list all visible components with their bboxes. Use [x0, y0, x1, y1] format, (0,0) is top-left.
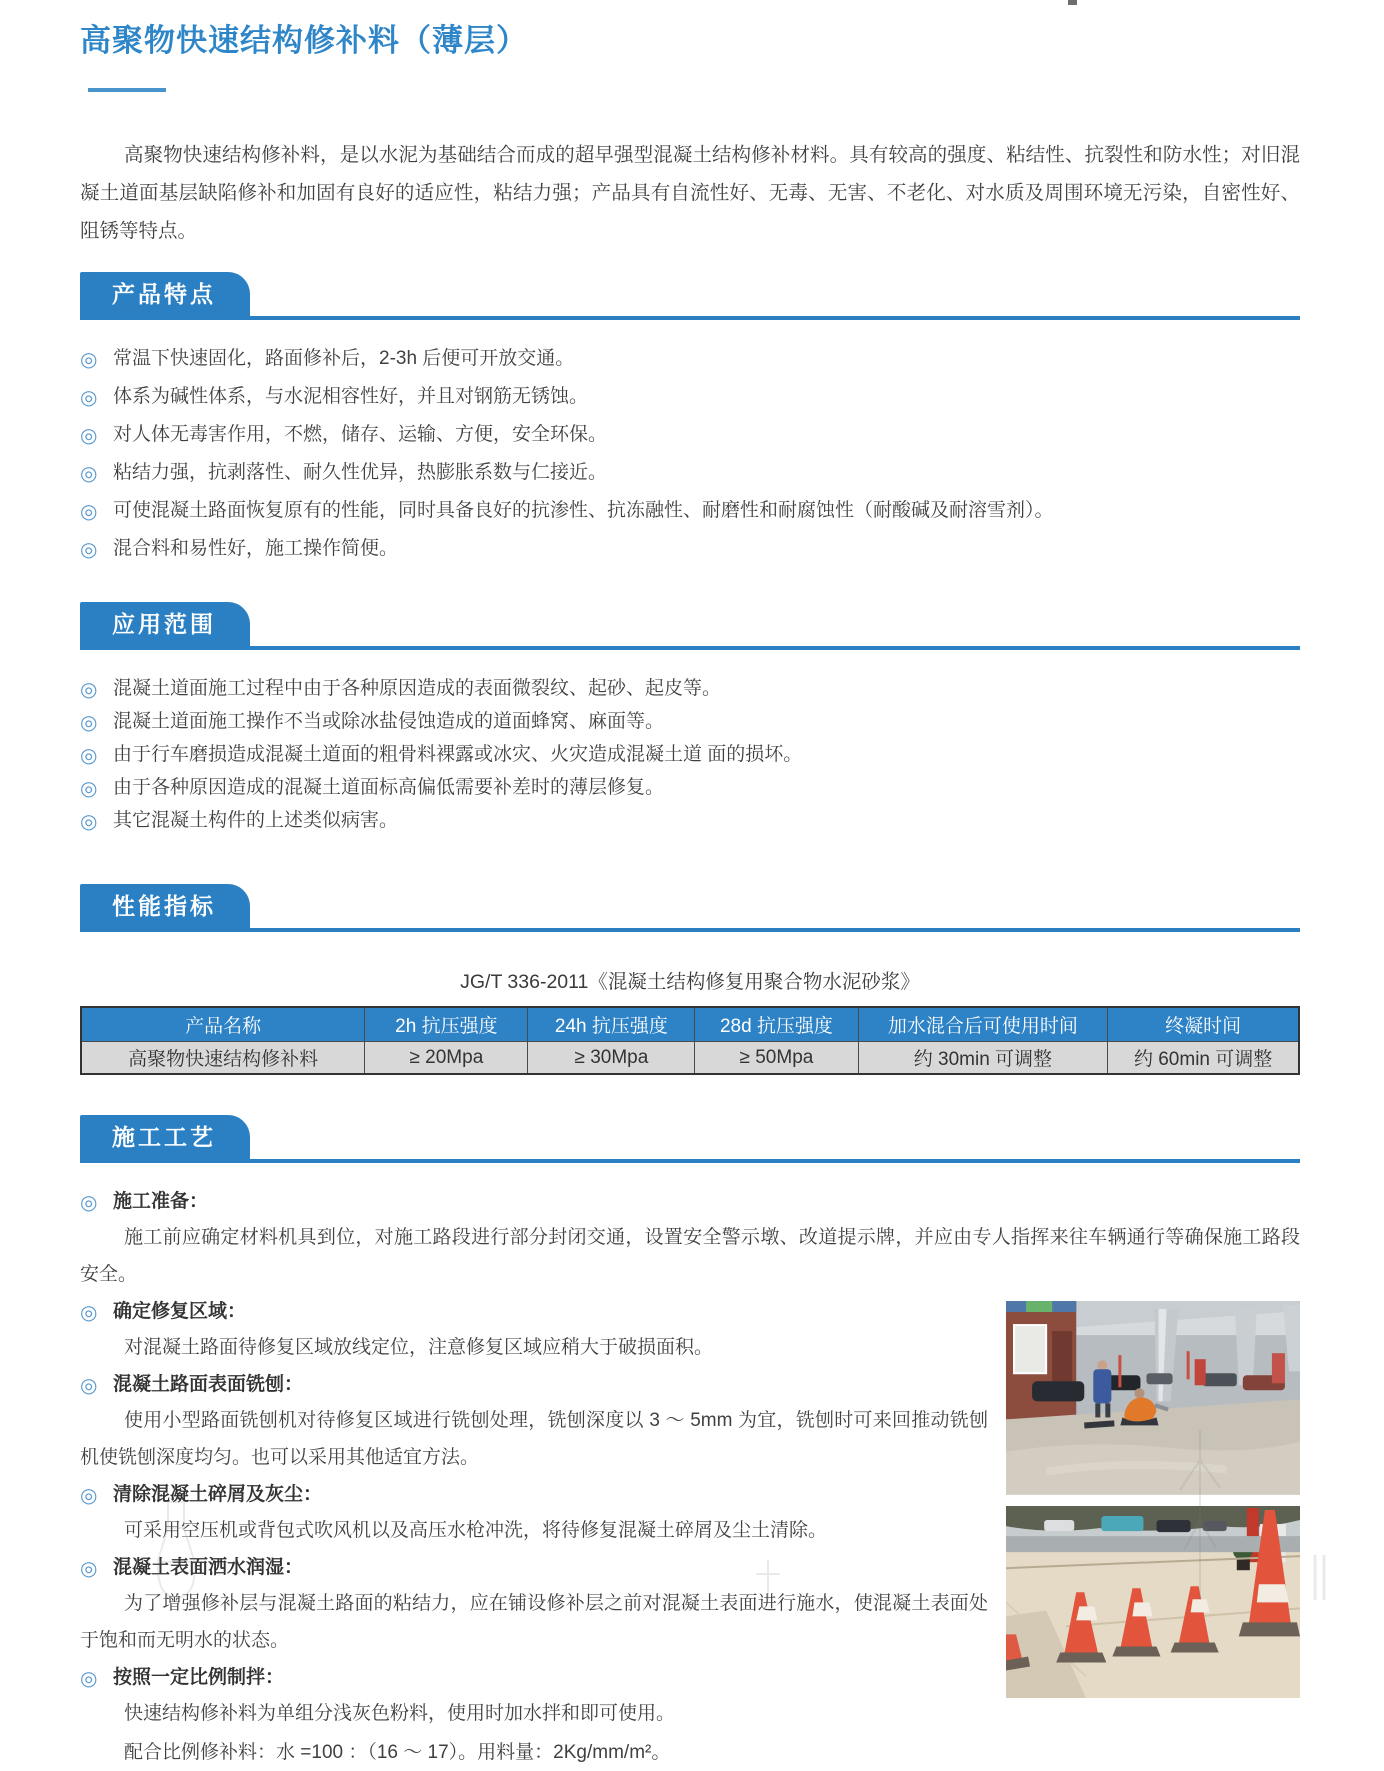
applications-list [80, 676, 1300, 834]
table-cell: 约 60min 可调整 [1108, 1042, 1299, 1075]
process-step-label: ◎ 混凝土表面洒水润湿： [80, 1553, 1300, 1583]
col-header: 24h 抗压强度 [528, 1007, 695, 1042]
ring-bullet-icon: ◎ [80, 1375, 98, 1397]
process-step-text: 为了增强修补层与混凝土路面的粘结力，应在铺设修补层之前对混凝土表面进行施水，使混凝土表面处于饱和而无明水的状态。 [80, 1593, 988, 1651]
process-step-text: 配合比例修补料：水 =100 ：（16 ～ 17）。用料量：2Kg/mm/m²。 [124, 1742, 671, 1763]
process-step-text: 可采用空压机或背包式吹风机以及高压水枪冲洗，将待修复混凝土碎屑及尘土清除。 [124, 1520, 828, 1541]
table-row [81, 1042, 1299, 1075]
ring-bullet-icon: ◎ [80, 463, 98, 485]
features-list [80, 346, 1300, 562]
section-header-performance [80, 884, 1300, 932]
list-item: ◎ 由于行车磨损造成混凝土道面的粗骨料裸露或冰灾、火灾造成混凝土道 面的损坏。 [80, 744, 803, 767]
ring-bullet-icon: ◎ [80, 349, 98, 371]
table-header-row [81, 1007, 1299, 1042]
list-item: ◎ 由于各种原因造成的混凝土道面标高偏低需要补差时的薄层修复。 [80, 777, 665, 800]
table-cell: 约 30min 可调整 [858, 1042, 1108, 1075]
section-badge-process: 施工工艺 [80, 1115, 250, 1159]
list-item: ◎ 常温下快速固化，路面修补后，2-3h 后便可开放交通。 [80, 348, 575, 371]
section-header-process [80, 1115, 1300, 1163]
ring-bullet-icon: ◎ [80, 778, 98, 800]
ring-bullet-icon: ◎ [80, 539, 98, 561]
section-header-applications [80, 602, 1300, 650]
ring-bullet-icon: ◎ [80, 387, 98, 409]
section-badge-performance: 性能指标 [80, 884, 250, 928]
process-section [80, 1187, 1300, 1771]
title-underline-dash [88, 88, 166, 92]
process-step-text: 对混凝土路面待修复区域放线定位，注意修复区域应稍大于破损面积。 [124, 1337, 714, 1358]
ring-bullet-icon: ◎ [80, 712, 98, 734]
section-badge-features: 产品特点 [80, 272, 250, 316]
list-item: ◎ 混合料和易性好，施工操作简便。 [80, 538, 399, 561]
list-item: ◎ 粘结力强，抗剥落性、耐久性优异，热膨胀系数与仁接近。 [80, 462, 608, 485]
product-intro-paragraph: 高聚物快速结构修补料，是以水泥为基础结合而成的超早强型混凝土结构修补材料。具有较高的强度、粘结性、抗裂性和防水性；对旧混凝土道面基层缺陷修补和加固有良好的适应性，粘结力强；产品具有自流性好、无毒、无害、不老化、对水质及周围环境无污染，自密性好、阻锈等特点。 [80, 144, 1300, 242]
section-header-features [80, 272, 1300, 320]
table-cell: 高聚物快速结构修补料 [81, 1042, 365, 1075]
process-step-text: 快速结构修补料为单组分浅灰色粉料，使用时加水拌和即可使用。 [124, 1703, 676, 1724]
process-step-text: 使用小型路面铣刨机对待修复区域进行铣刨处理，铣刨深度以 3 ～ 5mm 为宜，铣刨时可来回推动铣刨机使铣刨深度均匀。也可以采用其他适宜方法。 [80, 1410, 988, 1468]
ring-bullet-icon: ◎ [80, 745, 98, 767]
process-step-label: ◎ 清除混凝土碎屑及灰尘： [80, 1480, 1300, 1510]
product-datasheet-page [80, 0, 1300, 1771]
list-item: ◎ 其它混凝土构件的上述类似病害。 [80, 810, 399, 833]
ring-bullet-icon: ◎ [80, 1668, 98, 1690]
performance-table [80, 1006, 1300, 1075]
ring-bullet-icon: ◎ [80, 679, 98, 701]
process-step-label: ◎ 按照一定比例制拌： [80, 1663, 1300, 1693]
ring-bullet-icon: ◎ [80, 1485, 98, 1507]
col-header: 终凝时间 [1108, 1007, 1299, 1042]
standard-reference-caption: JG/T 336-2011《混凝土结构修复用聚合物水泥砂浆》 [460, 971, 920, 993]
ring-bullet-icon: ◎ [80, 1192, 98, 1214]
ring-bullet-icon: ◎ [80, 811, 98, 833]
process-step-label: ◎ 确定修复区域： [80, 1297, 1300, 1327]
col-header: 28d 抗压强度 [695, 1007, 858, 1042]
ring-bullet-icon: ◎ [80, 1302, 98, 1324]
list-item: ◎ 混凝土道面施工操作不当或除冰盐侵蚀造成的道面蜂窝、麻面等。 [80, 711, 665, 734]
list-item: ◎ 混凝土道面施工过程中由于各种原因造成的表面微裂纹、起砂、起皮等。 [80, 678, 722, 701]
lines-watermark-sketch [1310, 1555, 1330, 1600]
process-step-label: ◎ 混凝土路面表面铣刨： [80, 1370, 1300, 1400]
col-header: 加水混合后可使用时间 [858, 1007, 1108, 1042]
list-item: ◎ 体系为碱性体系，与水泥相容性好，并且对钢筋无锈蚀。 [80, 386, 589, 409]
table-cell: ≥ 30Mpa [528, 1042, 695, 1075]
table-cell: ≥ 20Mpa [365, 1042, 528, 1075]
page-title: 高聚物快速结构修补料（薄层） [80, 23, 528, 58]
process-step-text: 施工前应确定材料机具到位，对施工路段进行部分封闭交通，设置安全警示墩、改道提示牌，并应由专人指挥来往车辆通行等确保施工路段安全。 [80, 1227, 1300, 1285]
ring-bullet-icon: ◎ [80, 501, 98, 523]
col-header: 2h 抗压强度 [365, 1007, 528, 1042]
table-cell: ≥ 50Mpa [695, 1042, 858, 1075]
ring-bullet-icon: ◎ [80, 425, 98, 447]
section-badge-applications: 应用范围 [80, 602, 250, 646]
process-step-label: ◎ 施工准备： [80, 1187, 1300, 1217]
ring-bullet-icon: ◎ [80, 1558, 98, 1580]
col-header: 产品名称 [81, 1007, 365, 1042]
list-item: ◎ 可使混凝土路面恢复原有的性能，同时具备良好的抗渗性、抗冻融性、耐磨性和耐腐蚀性（耐酸碱及耐溶雪剂）。 [80, 500, 1054, 523]
list-item: ◎ 对人体无毒害作用，不燃，储存、运输、方便，安全环保。 [80, 424, 608, 447]
